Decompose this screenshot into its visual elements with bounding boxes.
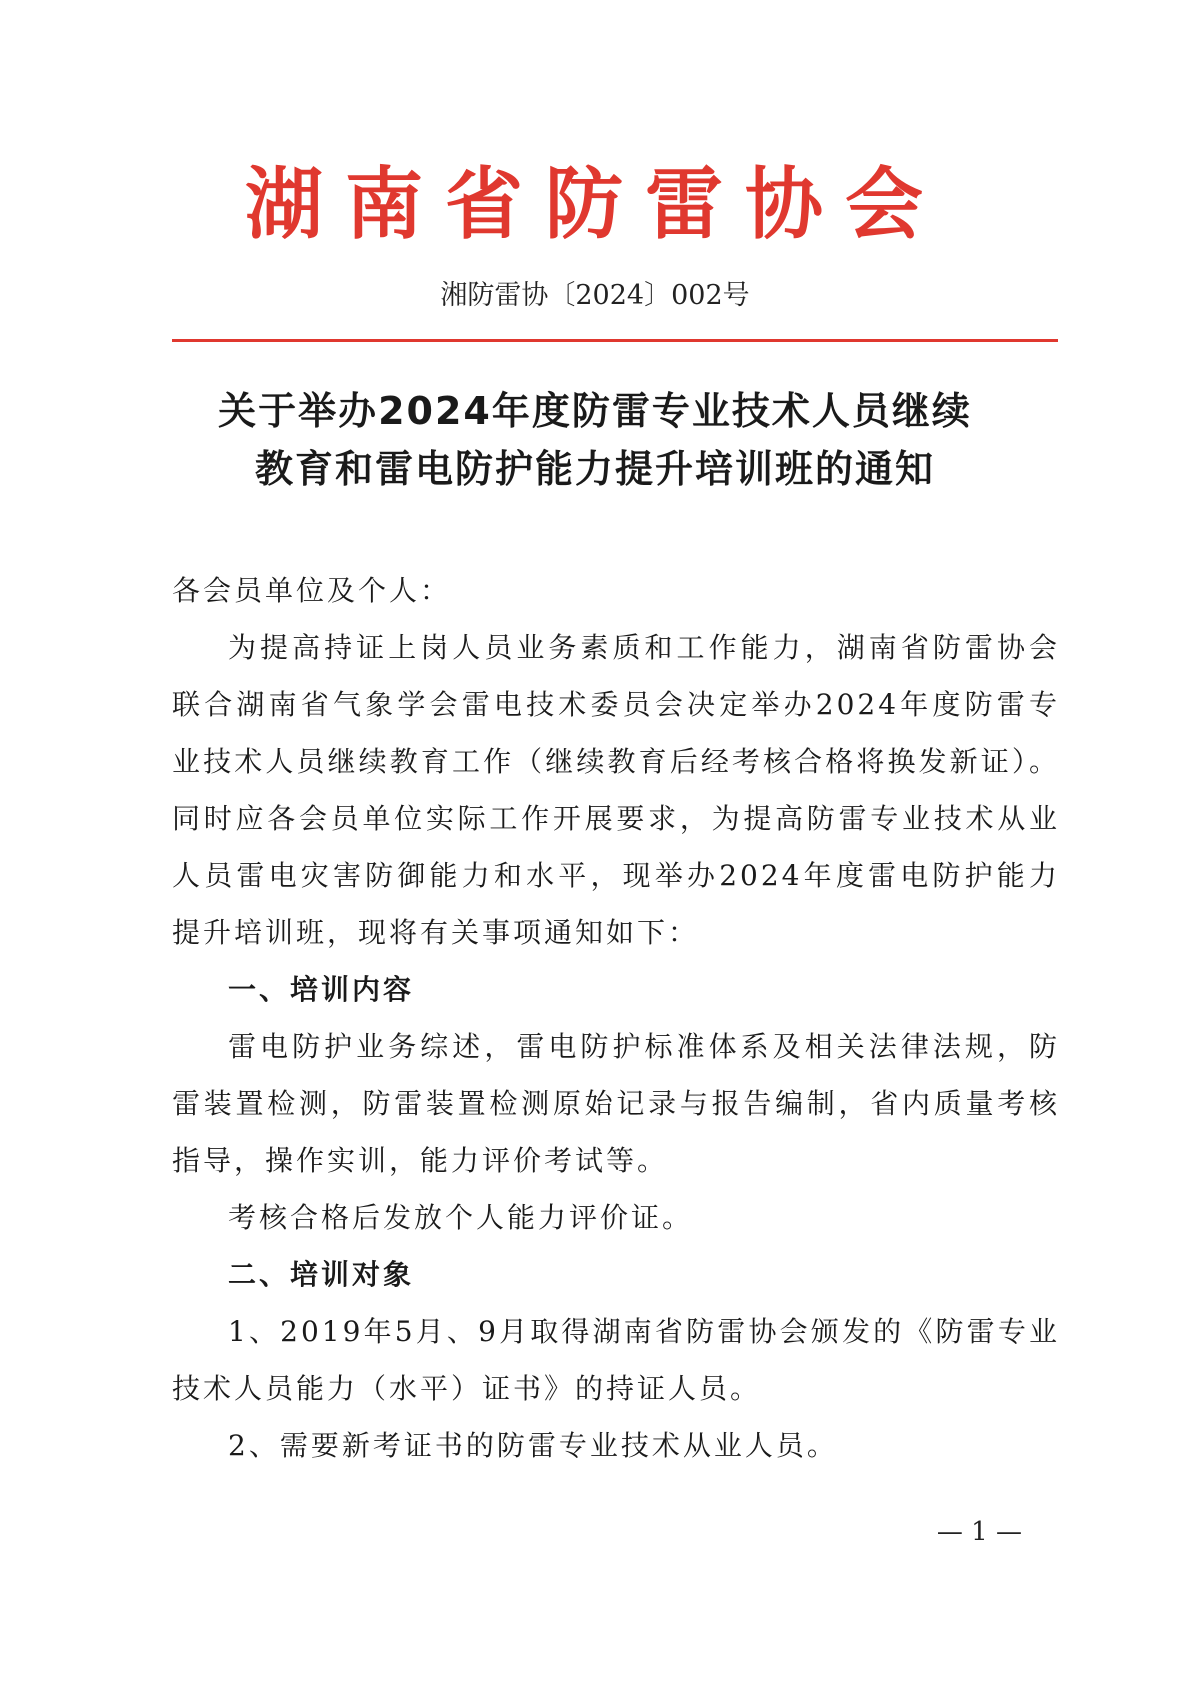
training-content-paragraph: 雷电防护业务综述，雷电防护标准体系及相关法律法规，防雷装置检测，防雷装置检测原始记录与报告编制，省内质量考核指导，操作实训，能力评价考试等。 <box>172 1030 1060 1177</box>
intro-paragraph: 为提高持证上岗人员业务素质和工作能力，湖南省防雷协会联合湖南省气象学会雷电技术委员会决定举办2024年度防雷专业技术人员继续教育工作（继续教育后经考核合格将换发新证）。同时应各会员单位实际工作开展要求，为提高防雷专业技术从业人员雷电灾害防御能力和水平，现举办2024年度雷电防护能力提升培训班，现将有关事项通知如下： <box>172 631 1060 949</box>
section-heading-training-target: 二、培训对象 <box>228 1258 415 1291</box>
salutation: 各会员单位及个人： <box>172 574 452 607</box>
section-heading-training-content: 一、培训内容 <box>228 973 415 1006</box>
document-body <box>172 562 1060 1474</box>
red-divider-line <box>172 339 1058 342</box>
title-line-2: 教育和雷电防护能力提升培训班的通知 <box>254 447 935 491</box>
organization-name: 湖南省防雷协会 <box>244 160 945 250</box>
document-number: 湘防雷协〔2024〕002号 <box>440 280 750 311</box>
document-title <box>150 382 1040 498</box>
target-item-2: 2、需要新考证书的防雷专业技术从业人员。 <box>228 1429 838 1462</box>
target-item-1: 1、2019年5月、9月取得湖南省防雷协会颁发的《防雷专业技术人员能力（水平）证书》的持证人员。 <box>172 1315 1060 1405</box>
page-number: — 1 — <box>936 1517 1022 1547</box>
certificate-paragraph: 考核合格后发放个人能力评价证。 <box>228 1201 694 1234</box>
title-line-1: 关于举办2024年度防雷专业技术人员继续 <box>218 389 972 433</box>
